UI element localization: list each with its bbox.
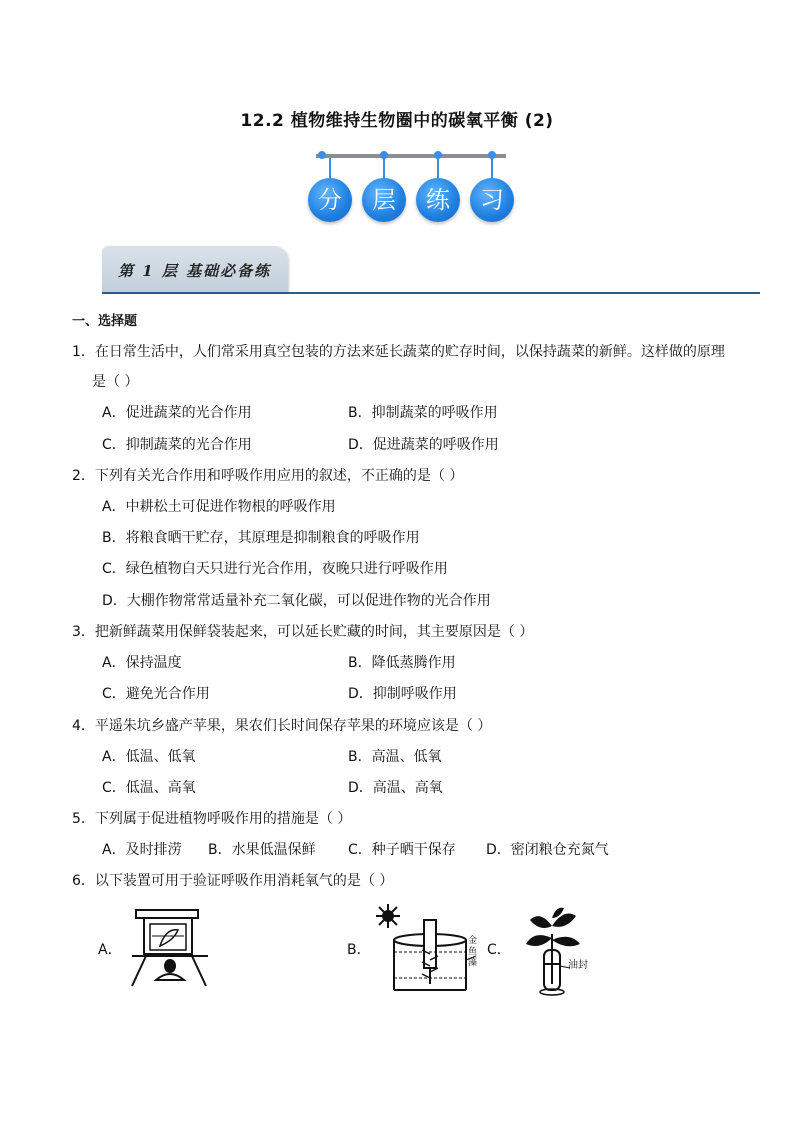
section-heading: 一、选择题 <box>72 314 138 329</box>
option-c: C．抑制蔬菜的光合作用 <box>102 437 252 453</box>
option-b: B．水果低温保鲜 <box>208 842 316 858</box>
option-a: A．促进蔬菜的光合作用 <box>102 405 252 421</box>
option-d: D．抑制呼吸作用 <box>348 686 457 702</box>
badge-peg <box>318 151 326 159</box>
option-a: A．及时排涝 <box>102 842 182 858</box>
option-b: B．高温、低氧 <box>348 749 442 765</box>
section-tab <box>102 246 288 292</box>
question-stem: 1．在日常生活中，人们常采用真空包装的方法来延长蔬菜的贮存时间，以保持蔬菜的新鲜。这样做的原理 <box>72 344 725 360</box>
option-c: C．避免光合作用 <box>102 686 210 702</box>
option-c: C． <box>487 942 511 958</box>
option-b: B． <box>347 942 371 958</box>
option-b: B．抑制蔬菜的呼吸作用 <box>348 405 498 421</box>
sun-icon <box>376 904 400 928</box>
option-a: A． <box>98 942 122 958</box>
option-c: C．种子晒干保存 <box>348 842 456 858</box>
option-d: D．密闭粮仓充氮气 <box>486 842 609 858</box>
question-stem: 2．下列有关光合作用和呼吸作用应用的叙述，不正确的是（ ） <box>72 468 464 484</box>
figure-label-fish-weed: 金鱼藻 <box>468 936 478 968</box>
option-c: C．绿色植物白天只进行光合作用，夜晚只进行呼吸作用 <box>102 561 448 577</box>
question-stem: 是（ ） <box>92 374 139 390</box>
badge-stem <box>437 158 439 180</box>
question-stem: 5．下列属于促进植物呼吸作用的措施是（ ） <box>72 811 352 827</box>
figure-plant-test-tube <box>512 904 594 996</box>
option-d: D．大棚作物常常适量补充二氧化碳，可以促进作物的光合作用 <box>102 593 491 609</box>
option-d: D．促进蔬菜的呼吸作用 <box>348 437 499 453</box>
section-divider <box>102 292 760 294</box>
option-d: D．高温、高氧 <box>348 780 443 796</box>
badge-stem <box>491 158 493 180</box>
section-tab-label: 第 1 层 基础必备练 <box>118 262 272 280</box>
badge-rail <box>316 154 506 158</box>
option-a: A．中耕松土可促进作物根的呼吸作用 <box>102 499 336 515</box>
option-b: B．将粮食晒干贮存，其原理是抑制粮食的呼吸作用 <box>102 530 420 546</box>
question-stem: 3．把新鲜蔬菜用保鲜袋装起来，可以延长贮藏的时间，其主要原因是（ ） <box>72 624 534 640</box>
figure-beaker-heater <box>126 906 216 990</box>
question-stem: 6．以下装置可用于验证呼吸作用消耗氧气的是（ ） <box>72 873 394 889</box>
badge-char: 练 <box>416 178 460 222</box>
option-a: A．低温、低氧 <box>102 749 196 765</box>
figure-label-oil-seal: 油封 <box>568 960 588 971</box>
option-b: B．降低蒸腾作用 <box>348 655 456 671</box>
badge-stem <box>329 158 331 180</box>
question-stem: 4．平遥朱坑乡盛产苹果，果农们长时间保存苹果的环境应该是（ ） <box>72 718 492 734</box>
badge-char: 习 <box>470 178 514 222</box>
badge-char: 分 <box>308 178 352 222</box>
option-a: A．保持温度 <box>102 655 182 671</box>
page-title: 12.2 植物维持生物圈中的碳氧平衡 (2) <box>240 111 554 131</box>
badge-char: 层 <box>362 178 406 222</box>
badge-stem <box>383 158 385 180</box>
option-c: C．低温、高氧 <box>102 780 196 796</box>
